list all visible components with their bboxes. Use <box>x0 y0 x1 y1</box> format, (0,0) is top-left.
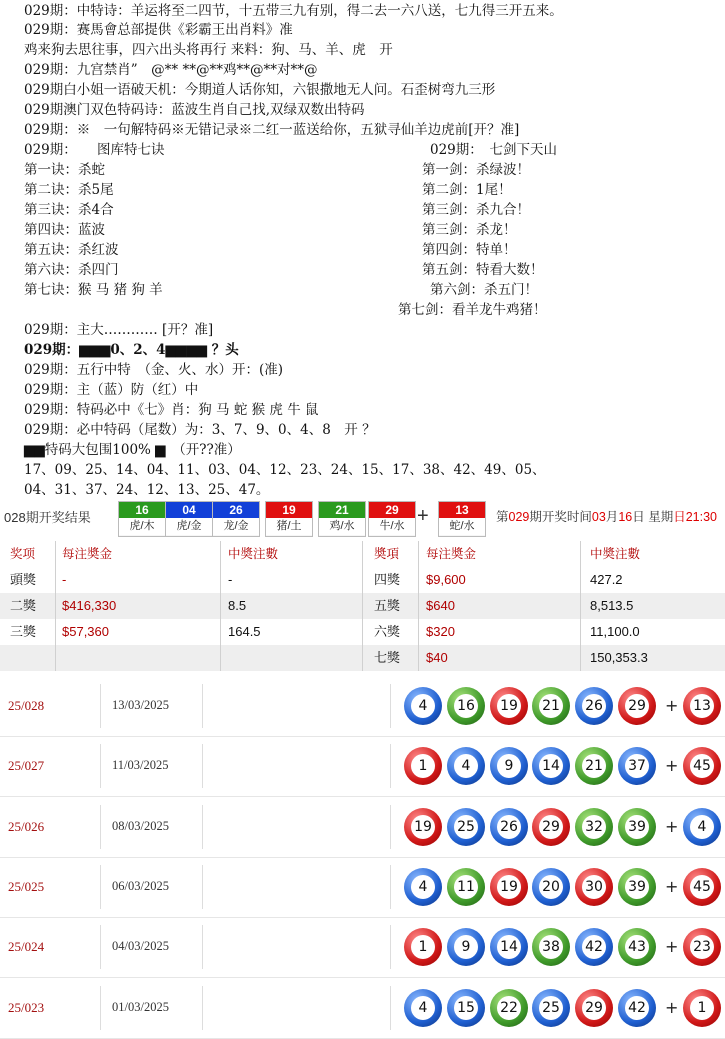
lottery-ball <box>575 989 613 1027</box>
ball-number: 30 <box>582 875 606 899</box>
lottery-ball <box>618 989 656 1027</box>
prize-cell: 427.2 <box>590 572 623 587</box>
tip-line: 第一诀：杀蛇 <box>24 162 105 178</box>
divider <box>55 619 56 645</box>
divider <box>580 619 581 645</box>
divider <box>55 567 56 593</box>
lottery-ball <box>575 928 613 966</box>
ball-number: 26 <box>497 815 521 839</box>
special-ball-cell <box>438 501 486 537</box>
draw-time: 21:30 <box>685 510 717 524</box>
divider <box>580 645 581 671</box>
divider <box>202 865 203 909</box>
special-ball-attr: 蛇/水 <box>439 518 485 535</box>
lottery-ball <box>404 868 442 906</box>
ball-number: 42 <box>625 996 649 1020</box>
tip-line: 029期：五行中特 （金、火、水）开：(准) <box>24 362 284 378</box>
result-ball-number: 04 <box>166 502 212 518</box>
tip-line: ▆▆特码大包围100% ▆ （开??准） <box>24 442 241 458</box>
divider <box>202 986 203 1030</box>
prize-cell: - <box>228 572 233 587</box>
tip-line: 029期白小姐一语破天机：今期道人话你知，六银撒地无人问。石歪树弯九三形 <box>24 82 496 98</box>
divider <box>55 541 56 567</box>
special-lottery-ball <box>683 808 721 846</box>
prize-cell: 二獎 <box>10 598 37 613</box>
prize-cell: 11,100.0 <box>590 624 640 639</box>
ball-number: 14 <box>497 935 521 959</box>
ball-number: 4 <box>454 754 478 778</box>
ball-number: 25 <box>454 815 478 839</box>
divider <box>100 865 101 909</box>
history-issue: 25/024 <box>8 939 45 955</box>
result-title: 028期开奖结果 <box>4 510 91 525</box>
next-issue: 029 <box>508 510 530 524</box>
lottery-ball <box>532 868 570 906</box>
divider <box>418 645 419 671</box>
divider <box>362 541 363 567</box>
history-row[interactable] <box>0 857 725 918</box>
ball-number: 20 <box>539 875 563 899</box>
divider <box>100 805 101 849</box>
tip-line: 029期：赛馬會总部提供《彩霸王出肖料》准 <box>24 22 293 38</box>
ball-number: 38 <box>539 935 563 959</box>
result-ball-attr: 鸡/水 <box>319 518 365 535</box>
history-row[interactable] <box>0 978 725 1039</box>
ball-number: 21 <box>539 694 563 718</box>
tip-line: 第二诀：杀5尾 <box>24 182 114 198</box>
history-issue: 25/028 <box>8 698 45 713</box>
tip-line: 029期：特码必中《七》肖：狗 马 蛇 猴 虎 牛 鼠 <box>24 402 319 418</box>
lottery-ball <box>404 747 442 785</box>
ball-number: 23 <box>690 935 714 959</box>
tip-line: 第五剑：特看大数！ <box>422 262 544 278</box>
result-ball-attr: 牛/水 <box>369 518 415 535</box>
result-ball-cell <box>265 501 313 537</box>
plus-sign: + <box>665 756 679 776</box>
lottery-ball <box>618 868 656 906</box>
prize-row <box>0 645 725 671</box>
prize-header-cell: 奖项 <box>10 547 36 561</box>
info-text: 第 <box>496 510 509 524</box>
lottery-ball <box>404 928 442 966</box>
info-text: 日 星期 <box>632 510 674 524</box>
tip-line: 029期：主（蓝）防（红）中 <box>24 382 199 398</box>
special-ball-number: 13 <box>439 502 485 518</box>
lottery-ball <box>447 687 485 725</box>
lottery-ball <box>532 808 570 846</box>
tip-line: 鸡来狗去思往事，四六出头将再行 来料：狗、马、羊、虎 开 <box>24 42 393 58</box>
ball-number: 32 <box>582 815 606 839</box>
result-ball-number: 26 <box>213 502 259 518</box>
result-ball-cell <box>318 501 366 537</box>
divider <box>220 645 221 671</box>
draw-weekday: 日 <box>673 510 686 524</box>
divider <box>580 593 581 619</box>
divider <box>55 593 56 619</box>
history-issue: 25/027 <box>8 758 45 774</box>
divider <box>362 619 363 645</box>
prize-header-row <box>0 541 725 567</box>
tip-line: 第四诀：蓝波 <box>24 222 105 238</box>
tip-line: 第一剑：杀绿波！ <box>422 162 530 178</box>
history-date: 06/03/2025 <box>112 878 169 893</box>
history-row[interactable] <box>0 797 725 858</box>
plus-sign: + <box>665 816 679 836</box>
lottery-ball <box>575 747 613 785</box>
ball-number: 1 <box>411 754 435 778</box>
ball-number: 22 <box>497 996 521 1020</box>
divider <box>390 925 391 969</box>
prize-cell: 七獎 <box>374 650 401 665</box>
divider <box>202 744 203 788</box>
divider <box>390 986 391 1030</box>
tip-line: 029期：中特诗：羊运将至二四节，十五带三九有别，得二去一六八送，七九得三开五来。 <box>24 3 563 19</box>
lottery-ball <box>404 989 442 1027</box>
info-text: 期开奖时间 <box>529 510 592 524</box>
history-list <box>0 676 725 1037</box>
divider <box>390 865 391 909</box>
ball-number: 39 <box>625 875 649 899</box>
tip-line: 04、31、37、24、12、13、25、47。 <box>24 482 270 498</box>
lottery-ball <box>447 808 485 846</box>
prize-cell: $40 <box>426 650 448 665</box>
lottery-ball <box>618 687 656 725</box>
result-ball-attr: 虎/木 <box>119 518 165 535</box>
tip-line: 第五诀：杀红波 <box>24 242 119 258</box>
tip-line: 第七诀：猴 马 猪 狗 羊 <box>24 282 163 298</box>
ball-number: 1 <box>411 935 435 959</box>
ball-number: 29 <box>539 815 563 839</box>
prize-header-cell: 每注奬金 <box>62 547 113 561</box>
prize-cell: 8.5 <box>228 598 247 613</box>
ball-number: 4 <box>690 815 714 839</box>
result-ball-cell <box>212 501 260 537</box>
divider <box>580 567 581 593</box>
prize-row <box>0 567 725 593</box>
plus-sign: + <box>665 997 679 1017</box>
prize-row <box>0 619 725 645</box>
prize-cell: $57,360 <box>62 624 109 639</box>
special-lottery-ball <box>683 687 721 725</box>
history-date: 13/03/2025 <box>112 698 169 712</box>
divider <box>100 684 101 728</box>
lottery-ball <box>618 747 656 785</box>
ball-number: 25 <box>539 996 563 1020</box>
history-row[interactable] <box>0 736 725 797</box>
result-ball-number: 16 <box>119 502 165 518</box>
info-text: 月 <box>605 510 619 524</box>
divider <box>362 645 363 671</box>
result-ball-cell <box>118 501 166 537</box>
divider <box>220 593 221 619</box>
divider <box>202 925 203 969</box>
prize-cell: 四獎 <box>374 572 401 587</box>
ball-number: 43 <box>625 935 649 959</box>
ball-number: 42 <box>582 935 606 959</box>
history-date: 01/03/2025 <box>112 999 169 1014</box>
lottery-ball <box>447 928 485 966</box>
tip-line: 029期：必中特码（尾数）为：3、7、9、0、4、8 开 ？ <box>24 422 376 438</box>
divider <box>220 541 221 567</box>
special-lottery-ball <box>683 868 721 906</box>
ball-number: 21 <box>582 754 606 778</box>
history-row[interactable] <box>0 676 725 737</box>
ball-number: 4 <box>411 875 435 899</box>
lottery-ball <box>532 989 570 1027</box>
plus-sign: + <box>417 505 429 527</box>
plus-sign: + <box>665 876 679 896</box>
result-ball-number: 21 <box>319 502 365 518</box>
plus-sign: + <box>665 696 679 715</box>
tip-line: 029期：九宫禁肖” @** **@**鸡**@**对**@ <box>24 62 318 78</box>
tips-section <box>0 0 725 500</box>
divider <box>220 567 221 593</box>
history-date: 04/03/2025 <box>112 939 169 954</box>
divider <box>418 567 419 593</box>
lottery-ball <box>490 747 528 785</box>
ball-number: 29 <box>582 996 606 1020</box>
history-date: 11/03/2025 <box>112 758 169 773</box>
lottery-ball <box>575 868 613 906</box>
divider <box>220 619 221 645</box>
divider <box>390 805 391 849</box>
result-ball-number: 29 <box>369 502 415 518</box>
lottery-ball <box>532 928 570 966</box>
lottery-ball <box>447 989 485 1027</box>
history-issue: 25/023 <box>8 999 45 1015</box>
lottery-ball <box>618 808 656 846</box>
ball-number: 14 <box>539 754 563 778</box>
result-ball-attr: 虎/金 <box>166 518 212 535</box>
lottery-ball <box>575 687 613 725</box>
prize-cell: - <box>62 572 67 587</box>
tip-line: 第三剑：杀龙！ <box>422 222 517 238</box>
divider <box>390 744 391 788</box>
ball-number: 11 <box>454 875 478 899</box>
divider <box>100 986 101 1030</box>
ball-number: 45 <box>690 754 714 778</box>
divider <box>418 593 419 619</box>
prize-cell: 150,353.3 <box>590 650 648 665</box>
plus-sign: + <box>665 937 679 957</box>
tip-line: 029期： 图库特七诀 <box>24 142 165 158</box>
ball-number: 19 <box>497 875 521 899</box>
divider <box>390 684 391 728</box>
lottery-ball <box>447 747 485 785</box>
prize-cell: 五獎 <box>374 598 401 613</box>
prize-cell: $9,600 <box>426 572 466 587</box>
lottery-ball <box>532 747 570 785</box>
tip-line: 第三诀：杀4合 <box>24 202 114 218</box>
history-row[interactable] <box>0 917 725 978</box>
tip-line: 第二剑：1尾！ <box>422 182 512 198</box>
prize-cell: 三獎 <box>10 624 37 639</box>
tip-line: 第六剑：杀五门！ <box>430 282 538 298</box>
prize-table <box>0 541 725 671</box>
tip-line: 029期：▆▆▆0、2、4▆▆▆▆ ？头 <box>24 342 239 358</box>
ball-number: 39 <box>625 815 649 839</box>
divider <box>100 744 101 788</box>
result-ball-attr: 猪/土 <box>266 518 312 535</box>
ball-number: 19 <box>497 694 521 718</box>
ball-number: 9 <box>497 754 521 778</box>
ball-number: 4 <box>411 694 435 718</box>
tip-line: 029期： 七剑下天山 <box>430 142 558 158</box>
ball-number: 37 <box>625 754 649 778</box>
history-issue: 25/026 <box>8 818 45 834</box>
prize-cell: 8,513.5 <box>590 598 634 613</box>
divider <box>55 645 56 671</box>
ball-number: 9 <box>454 935 478 959</box>
result-ball-cell <box>368 501 416 537</box>
divider <box>100 925 101 969</box>
lottery-ball <box>404 808 442 846</box>
lottery-ball <box>490 687 528 725</box>
latest-result-bar <box>0 499 725 539</box>
ball-number: 26 <box>582 694 606 718</box>
tip-line: 029期澳门双色特码诗：蓝波生肖自己找,双绿双数出特码 <box>24 102 365 118</box>
special-lottery-ball <box>683 747 721 785</box>
tip-line: 第六诀：杀四门 <box>24 262 119 278</box>
ball-number: 4 <box>411 996 435 1020</box>
lottery-ball <box>490 868 528 906</box>
prize-cell: 164.5 <box>228 624 261 639</box>
lottery-ball <box>532 687 570 725</box>
prize-cell: 頭獎 <box>10 572 37 587</box>
ball-number: 13 <box>690 694 714 718</box>
lottery-ball <box>490 989 528 1027</box>
prize-header-cell: 中奬注數 <box>590 547 641 561</box>
divider <box>202 684 203 728</box>
history-issue: 25/025 <box>8 878 45 894</box>
lottery-ball <box>404 687 442 725</box>
lottery-ball <box>618 928 656 966</box>
prize-header-cell: 中奬注數 <box>228 547 279 561</box>
draw-day: 16 <box>618 510 633 524</box>
tip-line: 第四剑：特单！ <box>422 242 517 258</box>
tip-line: 029期：※ 一句解特码※无错记录※二红一蓝送给你，五狱寻仙羊边虎前[开？准] <box>24 122 520 138</box>
special-lottery-ball <box>683 928 721 966</box>
prize-cell: $416,330 <box>62 598 117 613</box>
prize-header-cell: 奬項 <box>374 547 400 561</box>
divider <box>202 805 203 849</box>
tip-line: 第三剑：杀九合！ <box>422 202 530 218</box>
lottery-ball <box>447 868 485 906</box>
result-ball-attr: 龙/金 <box>213 518 259 535</box>
prize-header-cell: 每注奬金 <box>426 547 477 561</box>
draw-month: 03 <box>591 510 606 524</box>
ball-number: 1 <box>690 996 714 1020</box>
prize-cell: $640 <box>426 598 455 613</box>
ball-number: 29 <box>625 694 649 718</box>
special-lottery-ball <box>683 989 721 1027</box>
ball-number: 45 <box>690 875 714 899</box>
ball-number: 19 <box>411 815 435 839</box>
divider <box>418 619 419 645</box>
divider <box>362 567 363 593</box>
divider <box>580 541 581 567</box>
divider <box>418 541 419 567</box>
lottery-ball <box>490 928 528 966</box>
tip-line: 17、09、25、14、04、11、03、04、12、23、24、15、17、38、42、49、05、 <box>24 462 546 478</box>
ball-number: 15 <box>454 996 478 1020</box>
prize-cell: 六獎 <box>374 624 401 639</box>
lottery-ball <box>490 808 528 846</box>
tip-line: 029期：主大………… [开？准] <box>24 322 214 338</box>
tip-line: 第七剑：看羊龙牛鸡猪！ <box>398 302 547 318</box>
next-draw-info <box>496 507 717 525</box>
divider <box>362 593 363 619</box>
prize-cell: $320 <box>426 624 455 639</box>
prize-row <box>0 593 725 619</box>
ball-number: 16 <box>454 694 478 718</box>
result-ball-number: 19 <box>266 502 312 518</box>
lottery-ball <box>575 808 613 846</box>
history-date: 08/03/2025 <box>112 818 169 833</box>
result-ball-cell <box>165 501 213 537</box>
